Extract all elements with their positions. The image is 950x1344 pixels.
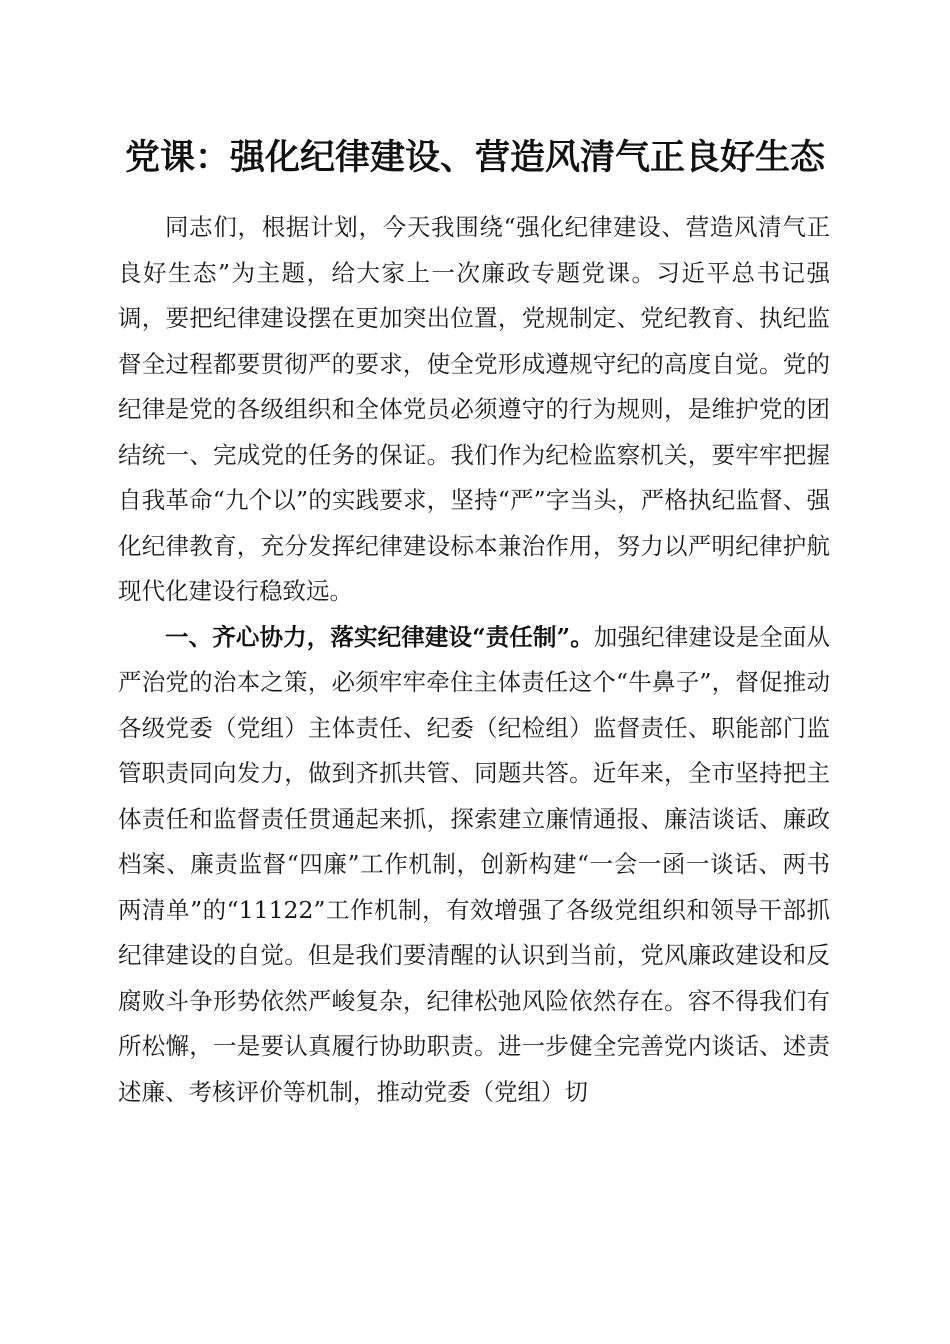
- intro-paragraph-text: 同志们，根据计划，今天我围绕“强化纪律建设、营造风清气正良好生态”为主题，给大家上一次廉政专题党课。习近平总书记强调，要把纪律建设摆在更加突出位置，党规制定、党纪教育、执纪监督全过程都要贯彻严的要求，使全党形成遵规守纪的高度自觉。党的纪律是党的各级组织和全体党员必须遵守的行为规则，是维护党的团结统一、完成党的任务的保证。我们作为纪检监察机关，要牢牢把握自我革命“九个以”的实践要求，坚持“严”字当头，严格执纪监督、强化纪律教育，充分发挥纪律建设标本兼治作用，努力以严明纪律护航现代化建设行稳致远。: [118, 213, 830, 605]
- document-body: [118, 205, 830, 1115]
- section-one-text: 加强纪律建设是全面从严治党的治本之策，必须牢牢牵住主体责任这个“牛鼻子”，督促推动各级党委（党组）主体责任、纪委（纪检组）监督责任、职能部门监管职责同向发力，做到齐抓共管、同题共答。近年来，全市坚持把主体责任和监督责任贯通起来抓，探索建立廉情通报、廉洁谈话、廉政档案、廉责监督“四廉”工作机制，创新构建“一会一函一谈话、两书两清单”的“11122”工作机制，有效增强了各级党组织和领导干部抓纪律建设的自觉。但是我们要清醒的认识到当前，党风廉政建设和反腐败斗争形势依然严峻复杂，纪律松弛风险依然存在。容不得我们有所松懈，一是要认真履行协助职责。进一步健全完善党内谈话、述责述廉、考核评价等机制，推动党委（党组）切: [118, 622, 831, 1106]
- section-one-paragraph: [118, 615, 830, 1116]
- section-one-heading: 一、齐心协力，落实纪律建设“责任制”。: [165, 622, 594, 651]
- intro-paragraph: [118, 205, 830, 615]
- document-title: 党课：强化纪律建设、营造风清气正良好生态: [124, 137, 825, 178]
